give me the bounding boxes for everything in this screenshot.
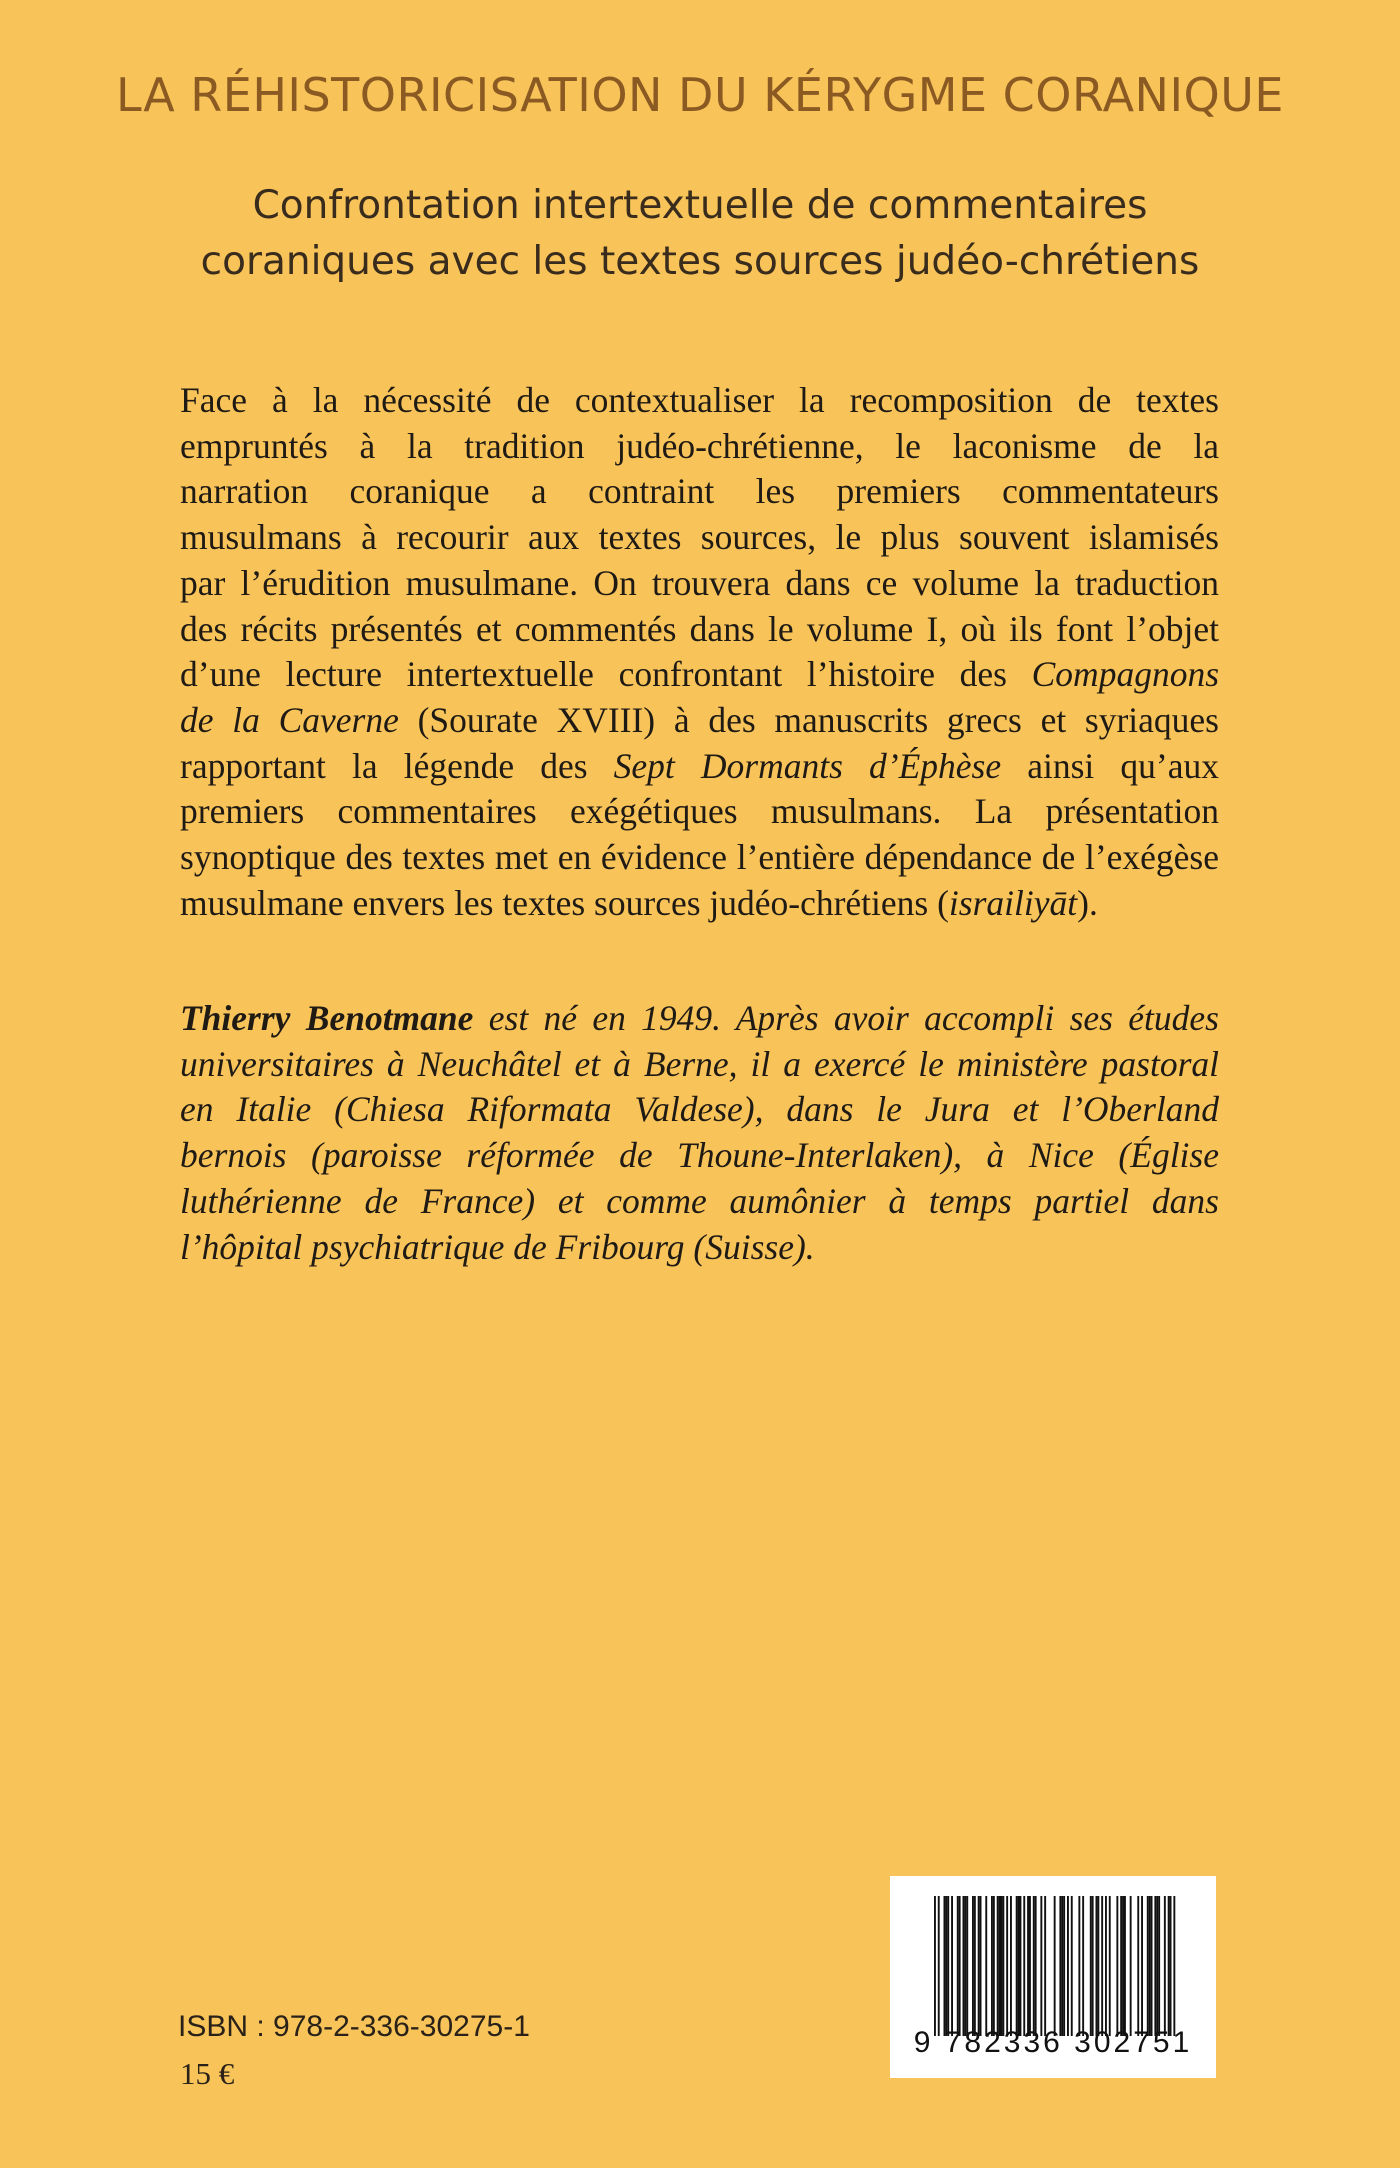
- barcode-bar: [1101, 1896, 1103, 2036]
- barcode-bar: [1168, 1896, 1170, 2036]
- italic-term: israiliyāt: [948, 882, 1078, 923]
- barcode-bar: [999, 1896, 1001, 2036]
- summary-text: ainsi qu’aux: [1027, 745, 1219, 786]
- barcode-bar: [1170, 1896, 1172, 2036]
- barcode-bar: [1109, 1896, 1111, 2036]
- summary-line: [180, 744, 1219, 790]
- barcode-digits: 9 782336 302751: [913, 2026, 1193, 2059]
- price-label: 15 €: [180, 2056, 235, 2091]
- barcode-bar: [978, 1896, 980, 2036]
- summary-line: [180, 698, 1219, 744]
- barcode-bar: [1061, 1896, 1063, 2036]
- summary-text: ).: [1077, 882, 1098, 923]
- summary-line: synoptique des textes met en évidence l’entière dépendance de l’exégèse: [180, 837, 1219, 878]
- summary-paragraph: [180, 378, 1219, 926]
- bio-text: est né en 1949. Après avoir accompli ses études: [488, 998, 1219, 1038]
- barcode-bar: [945, 1896, 947, 2036]
- summary-text: (Sourate XVIII) à des manuscrits grecs et syriaques: [417, 699, 1219, 740]
- barcode-bar: [1158, 1896, 1160, 2036]
- barcode-bar: [1173, 1896, 1175, 2036]
- summary-line: Face à la nécessité de contextualiser la recomposition de textes: [180, 380, 1219, 420]
- barcode-bar: [1071, 1896, 1073, 2036]
- barcode-bar: [964, 1896, 966, 2036]
- barcode-bar: [1130, 1896, 1132, 2036]
- bio-line: en Italie (Chiesa Riformata Valdese), dans le Jura et l’Oberland: [180, 1089, 1219, 1130]
- barcode-bar: [1120, 1896, 1122, 2036]
- summary-text: musulmane envers les textes sources judéo-chrétiens (: [180, 882, 949, 923]
- italic-title: Sept Dormants d’Éphèse: [613, 745, 1002, 786]
- bio-line: bernois (paroisse réformée de Thoune-Interlaken), à Nice (Église: [180, 1135, 1219, 1176]
- barcode-bar: [1002, 1896, 1004, 2036]
- bio-line: luthérienne de France) et comme aumônier à temps partiel dans: [180, 1180, 1219, 1221]
- barcode-bar: [1151, 1896, 1153, 2036]
- summary-line: des récits présentés et commentés dans le volume I, où ils font l’objet: [180, 608, 1219, 649]
- barcode-bar: [1001, 1896, 1003, 2036]
- barcode-bar: [1035, 1896, 1037, 2036]
- barcode-bar: [1096, 1896, 1098, 2036]
- barcode-bar: [1027, 1896, 1029, 2036]
- barcode-bar: [1067, 1896, 1069, 2036]
- barcode-bar: [1054, 1896, 1056, 2036]
- barcode-bar: [1063, 1896, 1065, 2036]
- summary-line: empruntés à la tradition judéo-chrétienne, le laconisme de la: [180, 425, 1219, 466]
- summary-line: [180, 652, 1219, 698]
- italic-title: Compagnons: [1031, 654, 1220, 695]
- barcode-bar: [963, 1896, 965, 2036]
- barcode-bar: [959, 1896, 961, 2036]
- barcode-bar: [1082, 1896, 1084, 2036]
- author-bio: [180, 996, 1219, 1270]
- summary-line: narration coranique a contraint les premiers commentateurs: [180, 471, 1219, 512]
- subtitle-line: coraniques avec les textes sources judéo-chrétiens: [200, 239, 1200, 284]
- barcode-bar: [1105, 1896, 1107, 2036]
- barcode-bar: [1059, 1896, 1061, 2036]
- barcode-bar: [934, 1896, 936, 2036]
- barcode-bar: [1122, 1896, 1124, 2036]
- barcode-bar: [1097, 1896, 1099, 2036]
- barcode-bar: [1020, 1896, 1022, 2036]
- barcode-bar: [947, 1896, 949, 2036]
- barcode-bar: [1154, 1896, 1156, 2036]
- barcode-bar: [997, 1896, 999, 2036]
- bio-line: l’hôpital psychiatrique de Fribourg (Suisse).: [180, 1226, 815, 1267]
- italic-title: de la Caverne: [180, 699, 399, 740]
- barcode-bar: [1147, 1896, 1149, 2036]
- summary-line: musulmans à recourir aux textes sources, le plus souvent islamisés: [180, 517, 1219, 558]
- barcode-bar: [1156, 1896, 1158, 2036]
- summary-line: par l’érudition musulmane. On trouvera dans ce volume la traduction: [180, 562, 1219, 603]
- summary-text: d’une lecture intertextuelle confrontant l’histoire des: [180, 654, 1007, 695]
- summary-line: premiers commentaires exégétiques musulmans. La présentation: [180, 791, 1219, 832]
- bio-line: [180, 996, 1219, 1042]
- barcode: [890, 1876, 1216, 2078]
- barcode-bar: [1010, 1896, 1012, 2036]
- barcode-bar: [974, 1896, 976, 2036]
- isbn-label: ISBN : 978-2-336-30275-1: [178, 2010, 530, 2043]
- barcode-bar: [1092, 1896, 1094, 2036]
- barcode-bar: [951, 1896, 953, 2036]
- barcode-bar: [985, 1896, 987, 2036]
- summary-text: rapportant la légende des: [180, 745, 588, 786]
- barcode-bar: [1149, 1896, 1151, 2036]
- summary-line: [180, 881, 1219, 927]
- barcode-bar: [1116, 1896, 1118, 2036]
- bio-line: universitaires à Neuchâtel et à Berne, il a exercé le ministère pastoral: [180, 1043, 1219, 1084]
- barcode-bar: [1078, 1896, 1080, 2036]
- barcode-bar: [957, 1896, 959, 2036]
- barcode-bar: [1018, 1896, 1020, 2036]
- barcode-bar: [1137, 1896, 1139, 2036]
- barcode-bar: [1124, 1896, 1126, 2036]
- barcode-bar: [1141, 1896, 1143, 2036]
- barcode-bar: [1090, 1896, 1092, 2036]
- barcode-bar: [980, 1896, 982, 2036]
- author-name: Thierry Benotmane: [180, 998, 474, 1038]
- barcode-bar: [1033, 1896, 1035, 2036]
- barcode-bar: [1006, 1896, 1008, 2036]
- subtitle-line: Confrontation intertextuelle de commentaires: [252, 183, 1148, 228]
- barcode-bar: [1029, 1896, 1031, 2036]
- barcode-bar: [1044, 1896, 1046, 2036]
- barcode-bar: [993, 1896, 995, 2036]
- subtitle: [0, 178, 1400, 290]
- barcode-bar: [1016, 1896, 1018, 2036]
- barcode-bar: [1040, 1896, 1042, 2036]
- barcode-bar: [991, 1896, 993, 2036]
- barcode-bar: [1023, 1896, 1025, 2036]
- series-title: LA RÉHISTORICISATION DU KÉRYGME CORANIQUE: [116, 68, 1284, 122]
- barcode-bar: [1164, 1896, 1166, 2036]
- barcode-bar: [944, 1896, 946, 2036]
- barcode-bar: [972, 1896, 974, 2036]
- barcode-bar: [938, 1896, 940, 2036]
- barcode-bar: [966, 1896, 968, 2036]
